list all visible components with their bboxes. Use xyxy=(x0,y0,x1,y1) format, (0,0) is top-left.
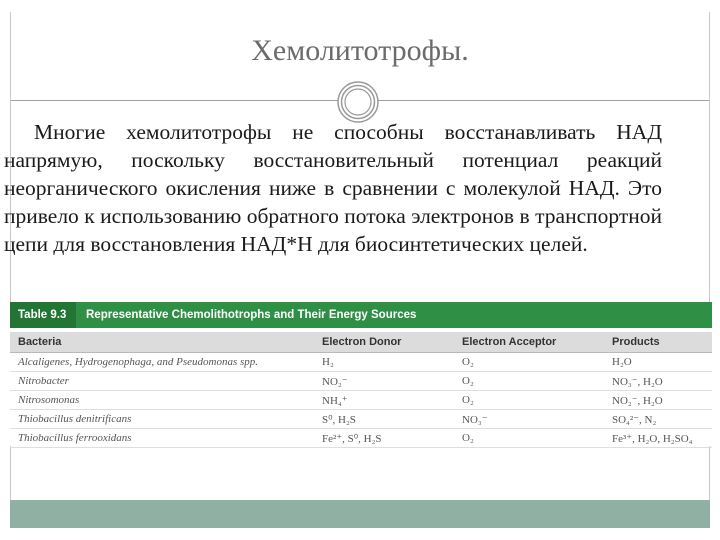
table-row xyxy=(10,391,712,410)
body-paragraph: Многие хемолитотрофы не способны восстанавливать НАД напрямую, поскольку восстановительный потенциал реакций неорганического окисления ниже в сравнении с молекулой НАД. Это привело к использованию обратного потока электронов в транспортной цепи для восстановления НАД*Н для биосинтетических целей. xyxy=(4,120,662,256)
cell-bacteria: Thiobacillus ferrooxidans xyxy=(18,432,132,444)
table-row xyxy=(10,410,712,429)
cell-donor: Fe²⁺, S⁰, H₂S xyxy=(322,432,382,445)
cell-donor: H₂ xyxy=(322,356,334,368)
cell-acceptor: O₂ xyxy=(462,375,474,387)
table-row xyxy=(10,372,712,391)
column-header-electron-acceptor: Electron Acceptor xyxy=(462,336,557,348)
table-column-headers xyxy=(10,332,712,353)
cell-bacteria: Alcaligenes, Hydrogenophaga, and Pseudomonas spp. xyxy=(18,356,259,368)
cell-products: NO₂⁻, H₂O xyxy=(612,394,663,407)
slide-footer-bar xyxy=(10,500,710,528)
table-number: Table 9.3 xyxy=(10,302,76,328)
cell-donor: NO₂⁻ xyxy=(322,375,348,388)
cell-bacteria: Thiobacillus denitrificans xyxy=(18,413,132,425)
cell-products: NO₃⁻, H₂O xyxy=(612,375,663,388)
cell-products: H₂O xyxy=(612,356,632,368)
cell-donor: NH₄⁺ xyxy=(322,394,348,407)
cell-acceptor: O₂ xyxy=(462,394,474,406)
table-row xyxy=(10,353,712,372)
cell-acceptor: O₂ xyxy=(462,432,474,444)
cell-acceptor: O₂ xyxy=(462,356,474,368)
cell-products: SO₄²⁻, N₂ xyxy=(612,413,657,426)
column-header-electron-donor: Electron Donor xyxy=(322,336,402,348)
cell-products: Fe³⁺, H₂O, H₂SO₄ xyxy=(612,432,693,445)
table-header xyxy=(10,302,712,328)
slide-title: Хемолитотрофы. xyxy=(251,34,469,67)
cell-bacteria: Nitrosomonas xyxy=(18,394,80,406)
energy-sources-table xyxy=(10,302,712,446)
cell-donor: S⁰, H₂S xyxy=(322,413,356,426)
table-row xyxy=(10,429,712,448)
cell-bacteria: Nitrobacter xyxy=(18,375,69,387)
column-header-products: Products xyxy=(612,336,660,348)
column-header-bacteria: Bacteria xyxy=(18,336,62,348)
table-title: Representative Chemolithotrophs and Their Energy Sources xyxy=(86,309,417,321)
cell-acceptor: NO₃⁻ xyxy=(462,413,488,426)
